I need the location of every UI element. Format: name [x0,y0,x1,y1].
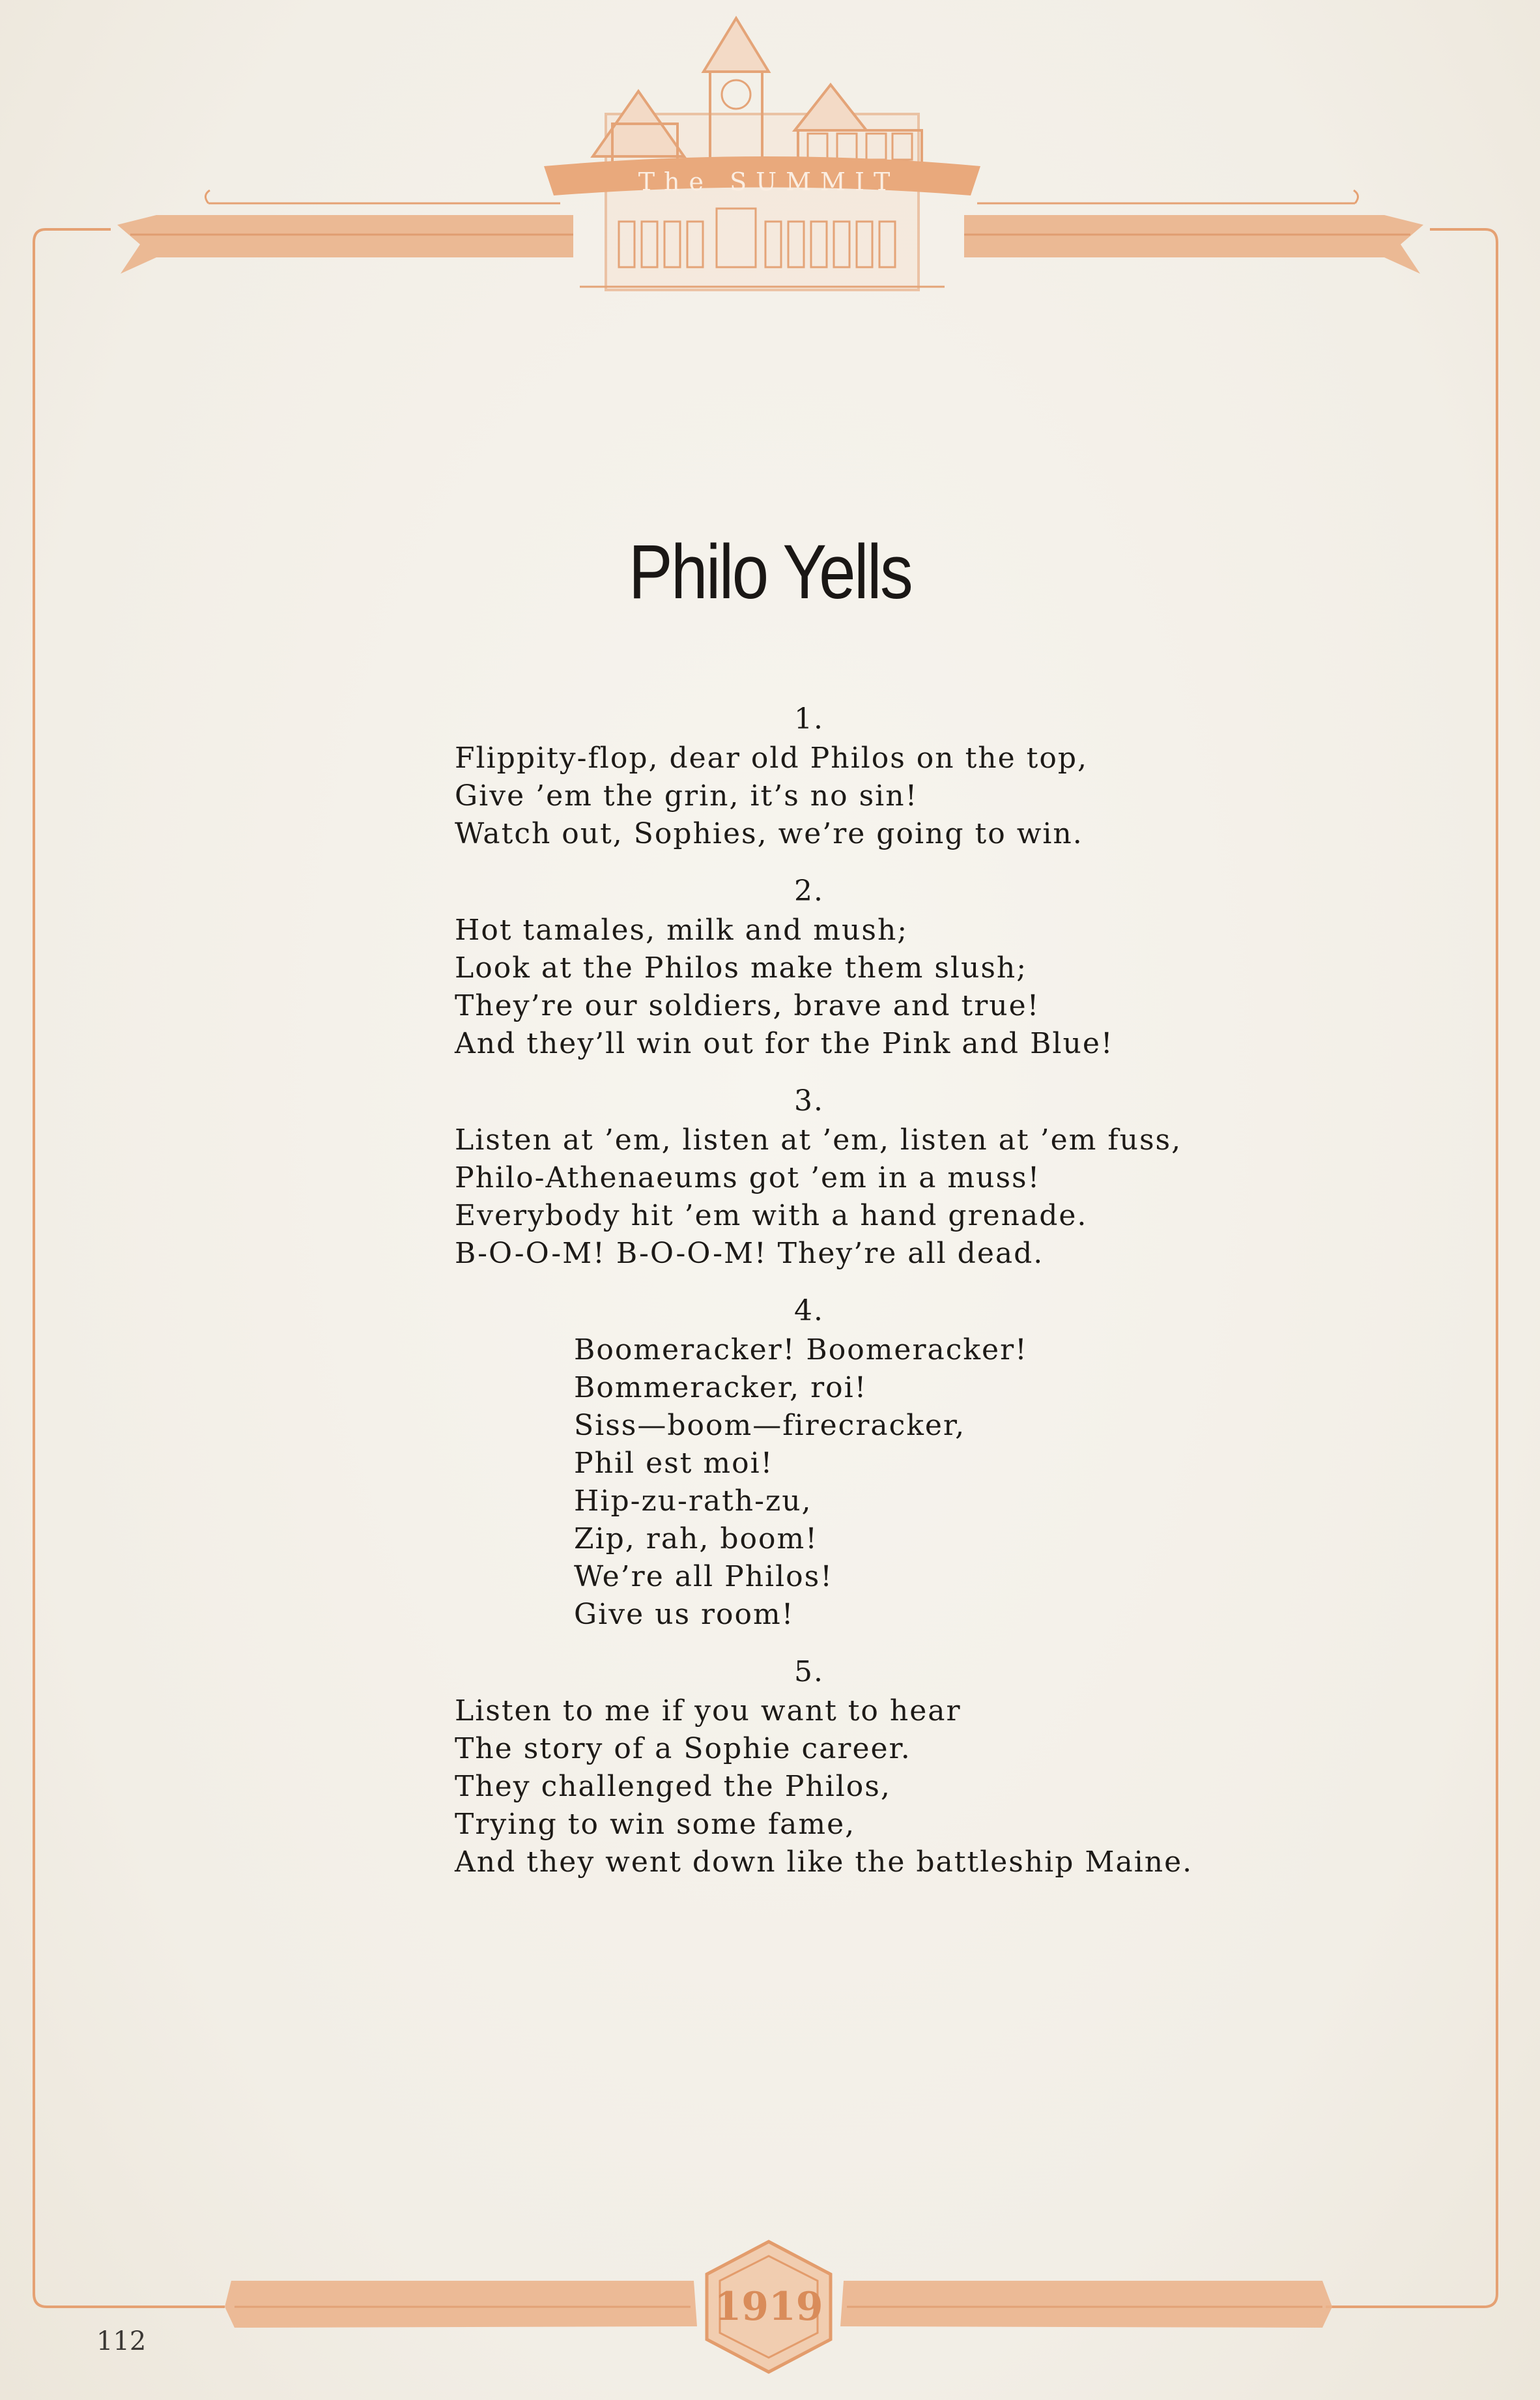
yell-number: 2. [794,875,824,908]
yell-3 [455,1082,1184,1273]
yell-line: Listen to me if you want to hear [455,1694,962,1728]
yell-line: We’re all Philos! [574,1560,833,1593]
yell-line: Phil est moi! [574,1447,774,1480]
footer-ribbon-right [840,2281,1332,2328]
yell-line: Philo-Athenaeums got ’em in a muss! [455,1161,1041,1194]
yell-line: Everybody hit ’em with a hand grenade. [455,1199,1088,1232]
yell-number: 4. [794,1294,824,1327]
yell-number: 5. [794,1655,824,1688]
yell-line: Watch out, Sophies, we’re going to win. [455,817,1083,850]
page-number: 112 [96,2326,147,2356]
yell-line: Listen at ’em, listen at ’em, listen at ’em fuss, [455,1123,1182,1157]
summit-banner [544,156,980,196]
yell-5 [455,1653,1193,1881]
yell-line: And they’ll win out for the Pink and Blue! [455,1027,1114,1060]
yells-list [455,701,1193,1901]
page-title: Philo Yells [628,529,912,615]
yell-line: Bommeracker, roi! [574,1371,868,1404]
yell-1 [455,701,1184,853]
footer-ribbon-left [225,2281,697,2328]
footer-seal [707,2242,831,2372]
seal-text: 1919 [714,2284,823,2330]
yell-line: Siss—boom—firecracker, [574,1409,966,1442]
yell-line: Give us room! [574,1598,795,1631]
yell-4 [455,1292,1184,1634]
yell-2 [455,873,1184,1063]
yell-line: The story of a Sophie career. [455,1732,911,1765]
yell-line: Boomeracker! Boomeracker! [574,1333,1028,1366]
yell-line: B-O-O-M! B-O-O-M! They’re all dead. [455,1237,1044,1270]
yell-line: Hot tamales, milk and mush; [455,914,909,947]
yell-number: 1. [794,702,824,736]
header-ribbon-right [964,215,1423,274]
yell-line: They’re our soldiers, brave and true! [455,989,1040,1022]
yell-line: And they went down like the battleship Maine. [455,1845,1193,1879]
banner-text: The SUMMIT [638,167,900,196]
yell-number: 3. [794,1084,824,1118]
yell-line: Zip, rah, boom! [574,1522,818,1555]
yell-line: Trying to win some fame, [455,1808,856,1841]
building-illustration [580,18,945,290]
yell-line: Flippity-flop, dear old Philos on the top, [455,742,1088,775]
yell-line: Give ’em the grin, it’s no sin! [455,779,919,813]
yell-line: Look at the Philos make them slush; [455,951,1028,985]
yell-line: They challenged the Philos, [455,1770,891,1803]
yell-line: Hip-zu-rath-zu, [574,1484,812,1518]
header-ribbon-left [117,215,573,274]
